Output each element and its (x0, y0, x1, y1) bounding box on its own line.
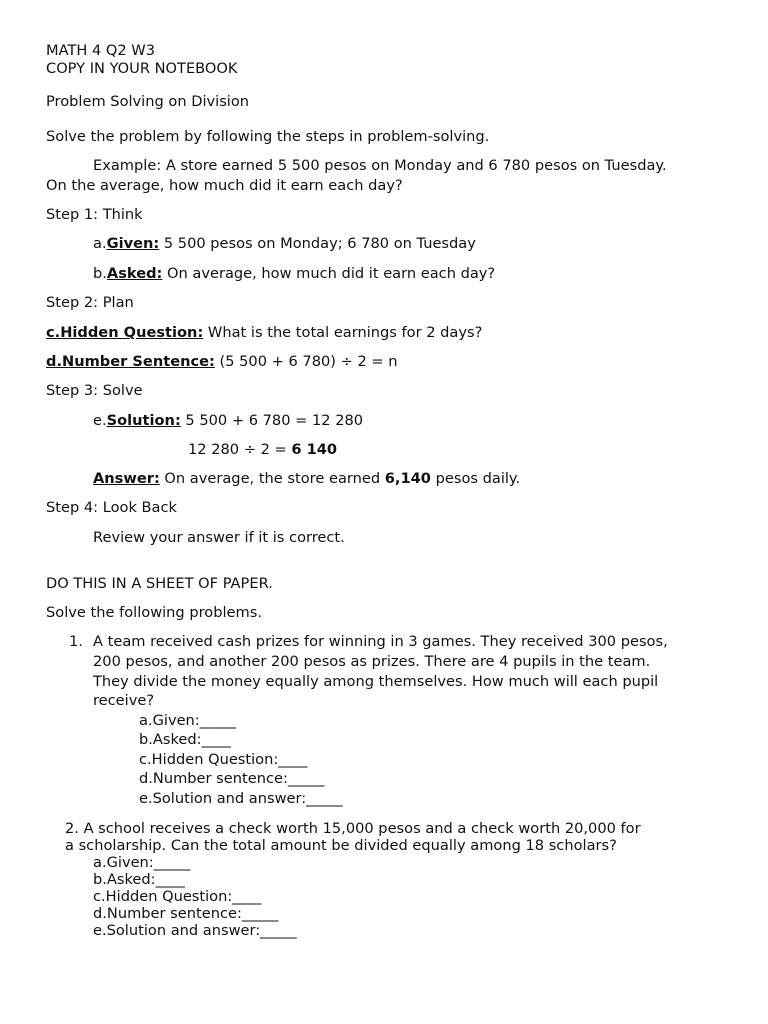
header-code: MATH 4 Q2 W3 (46, 42, 156, 59)
problem2-line-2: a scholarship. Can the total amount be divided equally among 18 scholars? (65, 837, 617, 854)
solution-label: Solution: (106, 412, 181, 429)
step3-heading: Step 3: Solve (46, 382, 143, 399)
task-instruction: DO THIS IN A SHEET OF PAPER. (46, 575, 273, 592)
problem2-number-sentence: d.Number sentence:_____ (93, 905, 279, 922)
number-sentence-row (46, 353, 398, 371)
page-title: Problem Solving on Division (46, 93, 250, 110)
example-line-1: Example: A store earned 5 500 pesos on Monday and 6 780 pesos on Tuesday. (93, 157, 667, 174)
problem1-solution: e.Solution and answer:_____ (139, 790, 343, 807)
problem1-line-2: 200 pesos, and another 200 pesos as prizes. There are 4 pupils in the team. (93, 653, 651, 670)
answer-value: 6,140 (384, 470, 431, 487)
step4-text: Review your answer if it is correct. (93, 529, 345, 546)
hidden-question-text: What is the total earnings for 2 days? (203, 324, 483, 341)
answer-row (93, 470, 520, 488)
hidden-question-row (46, 324, 482, 342)
problem2-given: a.Given:_____ (93, 854, 191, 871)
answer-suffix: pesos daily. (430, 470, 521, 487)
division-row (188, 441, 337, 459)
given-row (93, 235, 476, 253)
division-result: 6 140 (291, 441, 338, 458)
example-line-2: On the average, how much did it earn each day? (46, 177, 403, 194)
solution-prefix: e. (93, 412, 107, 429)
problem2-asked: b.Asked:____ (93, 871, 185, 888)
asked-text: On average, how much did it earn each day? (162, 265, 496, 282)
hidden-question-label: c.Hidden Question: (46, 324, 204, 341)
problem1-line-3: They divide the money equally among themselves. How much will each pupil (93, 673, 659, 690)
solution-row (93, 412, 363, 430)
asked-row (93, 265, 495, 283)
asked-label: Asked: (106, 265, 163, 282)
step4-heading: Step 4: Look Back (46, 499, 177, 516)
given-text: 5 500 pesos on Monday; 6 780 on Tuesday (159, 235, 476, 252)
problem1-asked: b.Asked:____ (139, 731, 231, 748)
problem1-given: a.Given:_____ (139, 712, 237, 729)
header-instruction: COPY IN YOUR NOTEBOOK (46, 60, 238, 77)
problem2-hidden-question: c.Hidden Question:____ (93, 888, 262, 905)
answer-text: On average, the store earned (159, 470, 385, 487)
problem2-line-1: 2. A school receives a check worth 15,000 pesos and a check worth 20,000 for (65, 820, 641, 837)
problem1-number-sentence: d.Number sentence:_____ (139, 770, 325, 787)
intro-text: Solve the problem by following the steps in problem-solving. (46, 128, 490, 145)
problem1-line-1: A team received cash prizes for winning in 3 games. They received 300 pesos, (93, 633, 668, 650)
asked-prefix: b. (93, 265, 107, 282)
problem1-number: 1. (69, 633, 83, 650)
problem1-hidden-question: c.Hidden Question:____ (139, 751, 308, 768)
step1-heading: Step 1: Think (46, 206, 143, 223)
task-intro: Solve the following problems. (46, 604, 262, 621)
given-label: Given: (106, 235, 160, 252)
problem2-solution: e.Solution and answer:_____ (93, 922, 297, 939)
problem1-line-4: receive? (93, 692, 155, 709)
solution-text: 5 500 + 6 780 = 12 280 (180, 412, 364, 429)
number-sentence-text: (5 500 + 6 780) ÷ 2 = n (214, 353, 398, 370)
given-prefix: a. (93, 235, 107, 252)
step2-heading: Step 2: Plan (46, 294, 134, 311)
division-text: 12 280 ÷ 2 = (188, 441, 292, 458)
answer-label: Answer: (93, 470, 160, 487)
number-sentence-label: d.Number Sentence: (46, 353, 215, 370)
